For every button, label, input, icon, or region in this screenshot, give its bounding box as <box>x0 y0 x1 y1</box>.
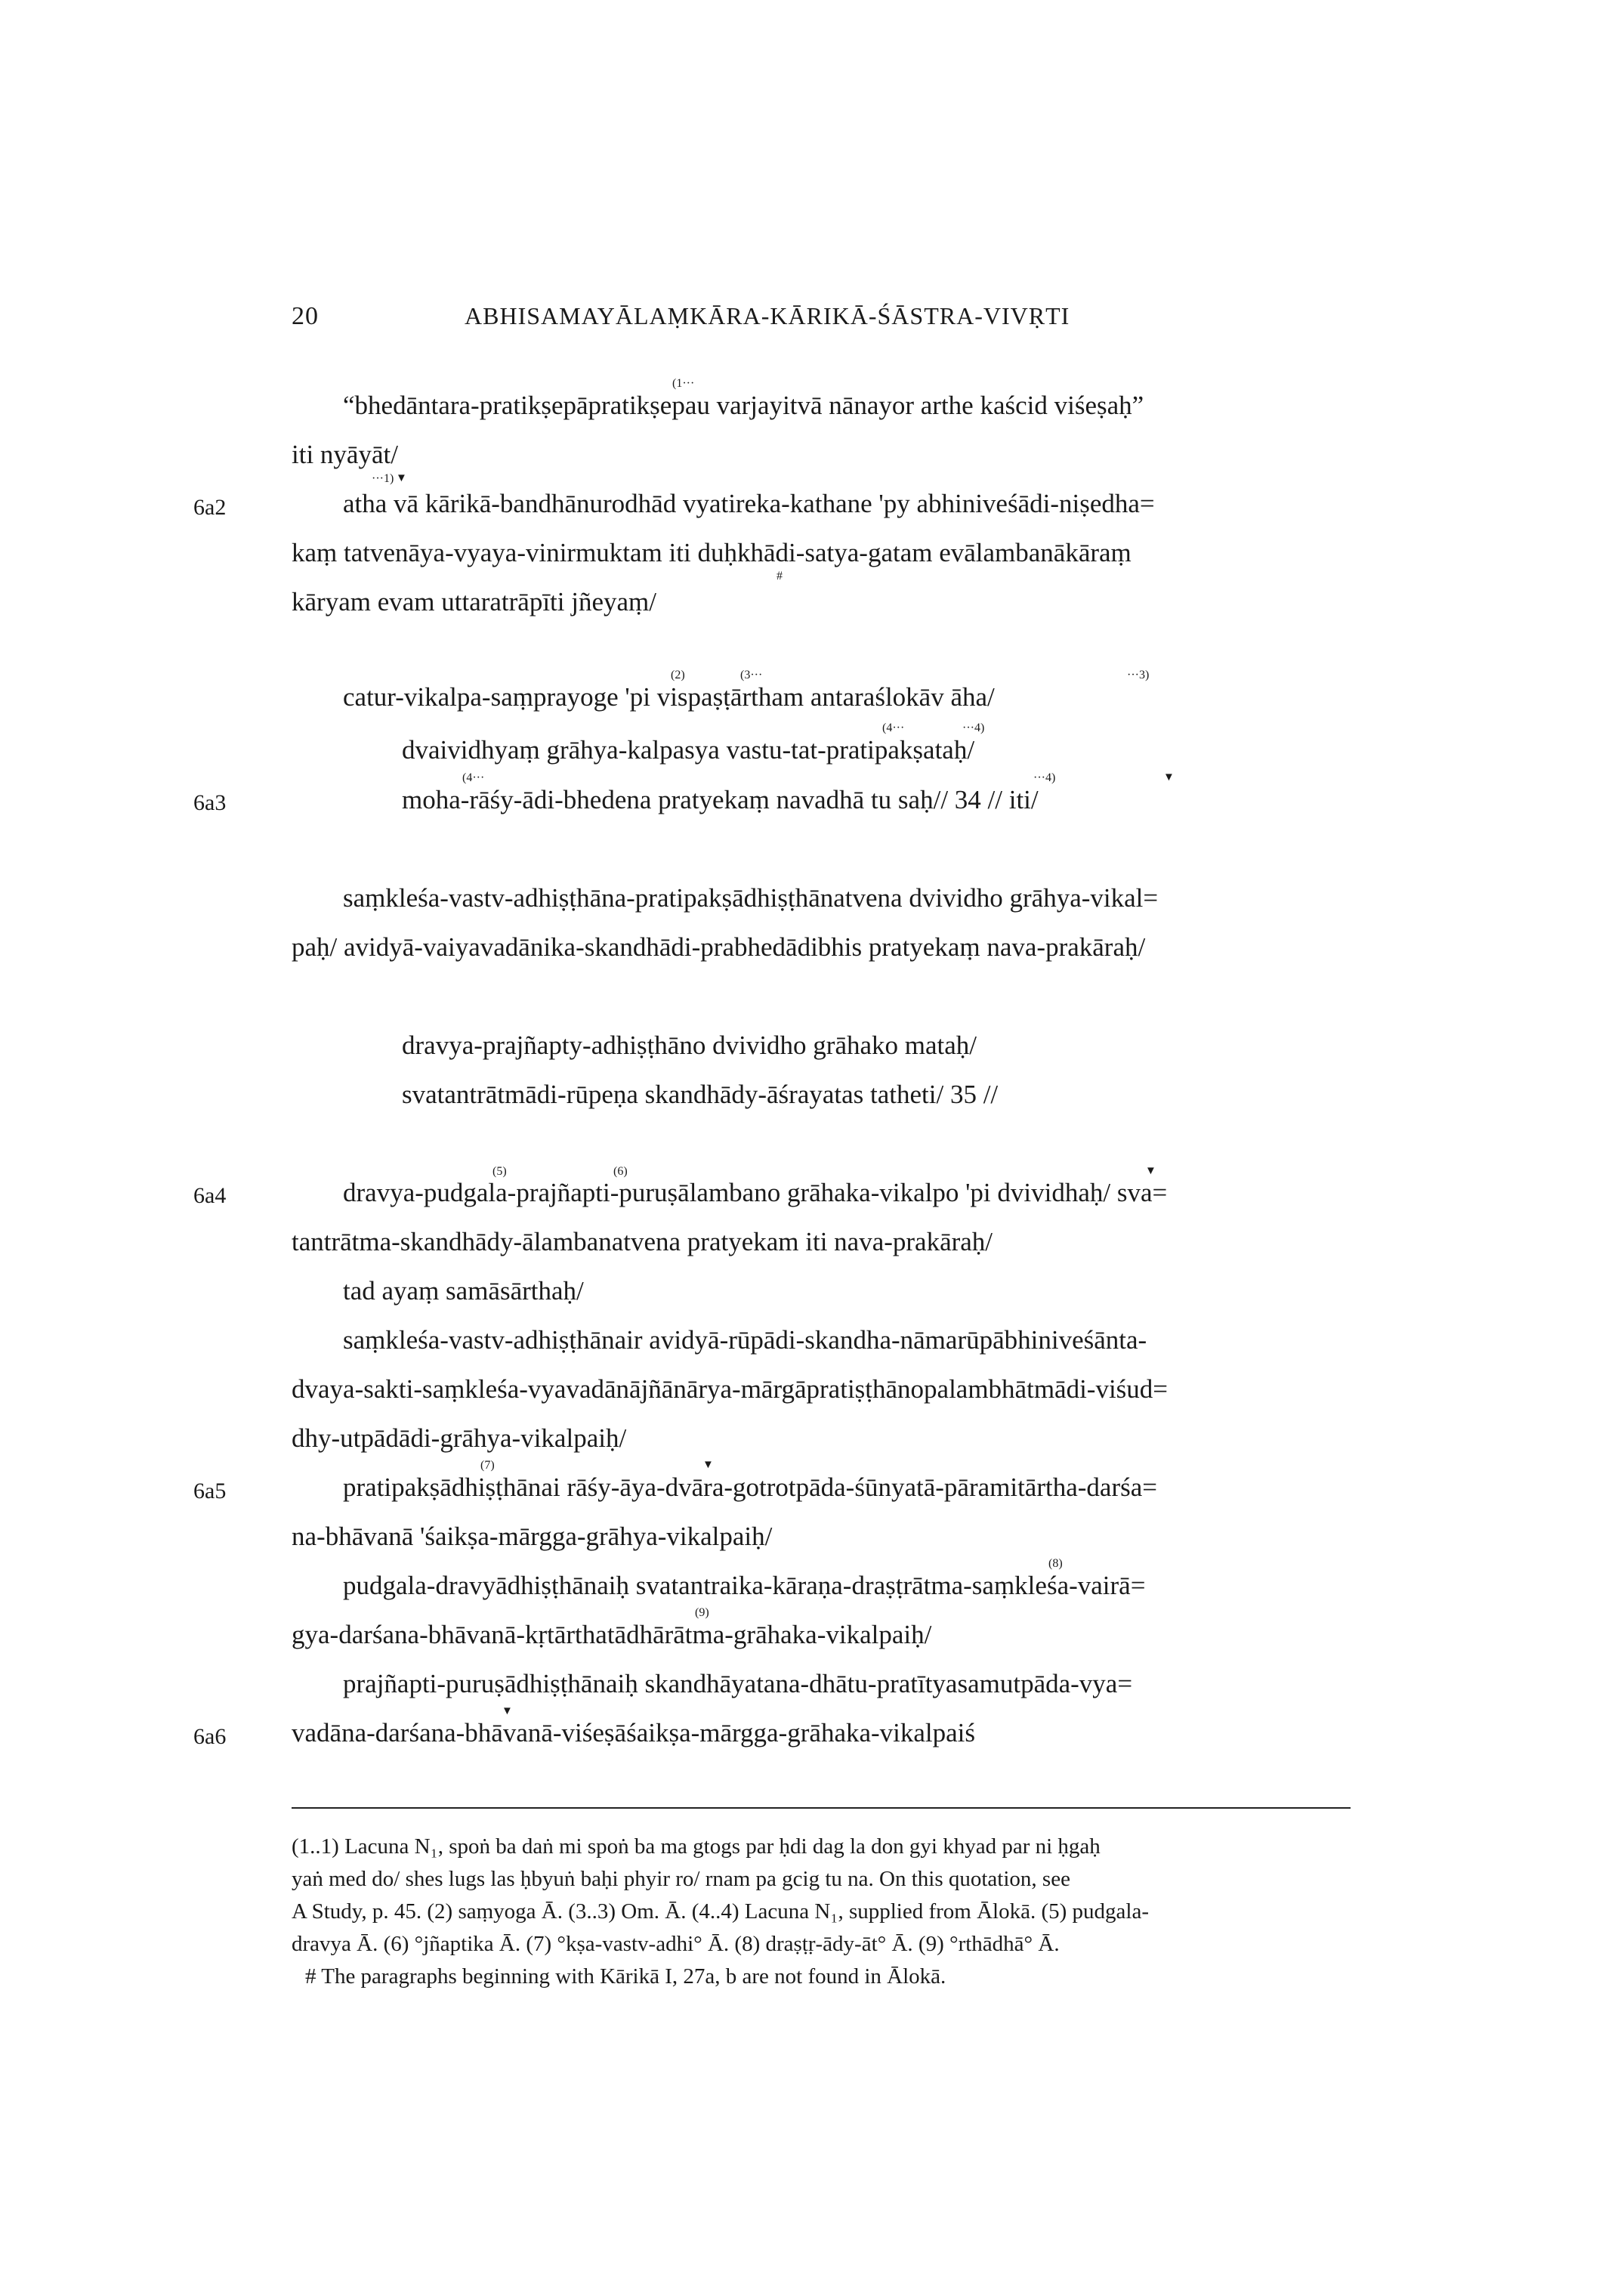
caesura-triangle-icon: ▼ <box>502 1705 513 1717</box>
footnote-line: dravya Ā. (6) °jñaptika Ā. (7) °kṣa-vastv-adhi° Ā. (8) draṣṭṛ-ādy-āt° Ā. (9) °rthādhā° Ā. <box>292 1932 1060 1956</box>
text-line: dvaya-sakti-saṃkleśa-vyavadānājñānārya-mārgāpratiṣṭhānopalambhātmādi-viśud= <box>292 1374 1169 1404</box>
text-line: catur-vikalpa-saṃprayoge 'pi vispaṣṭārtham antaraślokāv āha/ <box>343 682 995 712</box>
text-line: pratipakṣādhiṣṭhānai rāśy-āya-dvāra-gotrotpāda-śūnyatā-pāramitārtha-darśa= <box>343 1472 1157 1502</box>
text-line: na-bhāvanā 'śaikṣa-mārgga-grāhya-vikalpaiḥ/ <box>292 1522 773 1551</box>
text-line: saṃkleśa-vastv-adhiṣṭhānair avidyā-rūpādi-skandha-nāmarūpābhiniveśānta- <box>343 1325 1147 1355</box>
note-mark-2: (2) <box>671 669 685 681</box>
text-line: kaṃ tatvenāya-vyaya-vinirmuktam iti duḥkhādi-satya-gatam evālambanākāraṃ <box>292 538 1132 567</box>
margin-ref-6a2: 6a2 <box>193 495 227 520</box>
running-title: ABHISAMAYĀLAṂKĀRA-KĀRIKĀ-ŚĀSTRA-VIVṚTI <box>465 302 1070 329</box>
footnote-line: (1..1) Lacuna N₁, spoṅ ba daṅ mi spoṅ ba ma gtogs par ḥdi dag la don gyi khyad par ni ḥgaḥ <box>292 1834 1101 1859</box>
margin-ref-6a6: 6a6 <box>193 1724 227 1749</box>
text-line: tad ayaṃ samāsārthaḥ/ <box>343 1276 584 1306</box>
text-line: prajñapti-puruṣādhiṣṭhānaiḥ skandhāyatana-dhātu-pratītyasamutpāda-vya= <box>343 1669 1133 1698</box>
caesura-triangle-icon: ▼ <box>1145 1165 1156 1177</box>
margin-ref-6a5: 6a5 <box>193 1479 227 1503</box>
note-mark-6: (6) <box>613 1165 628 1178</box>
note-mark-9: (9) <box>695 1606 709 1619</box>
verse-line: dvaividhyaṃ grāhya-kalpasya vastu-tat-pratipakṣataḥ/ <box>402 735 975 765</box>
note-mark-4b-close: ···4) <box>1033 771 1056 784</box>
verse-line: moha-rāśy-ādi-bhedena pratyekaṃ navadhā tu saḥ// 34 // iti/ <box>402 785 1039 814</box>
note-mark-4b-open: (4··· <box>462 771 485 784</box>
verse-line: svatantrātmādi-rūpeṇa skandhādy-āśrayatas tatheti/ 35 // <box>402 1080 999 1109</box>
note-mark-3-close: ···3) <box>1127 669 1150 681</box>
text-line: dravya-pudgala-prajñapti-puruṣālambano grāhaka-vikalpo 'pi dvividhaḥ/ sva= <box>343 1178 1168 1207</box>
margin-ref-6a4: 6a4 <box>193 1183 227 1208</box>
note-mark-3-open: (3··· <box>740 669 763 681</box>
page-number: 20 <box>292 302 319 330</box>
text-line: dhy-utpādādi-grāhya-vikalpaiḥ/ <box>292 1423 627 1453</box>
caesura-triangle-icon: ▼ <box>702 1459 714 1471</box>
text-line: gya-darśana-bhāvanā-kṛtārthatādhārātma-grāhaka-vikalpaiḥ/ <box>292 1620 932 1649</box>
footnote-line: A Study, p. 45. (2) saṃyoga Ā. (3..3) Om. Ā. (4..4) Lacuna N₁, supplied from Ālokā. (5) pudgala- <box>292 1899 1149 1924</box>
text-line: iti nyāyāt/ <box>292 440 398 469</box>
text-line: pudgala-dravyādhiṣṭhānaiḥ svatantraika-kāraṇa-draṣṭrātma-saṃkleśa-vairā= <box>343 1571 1146 1600</box>
text-line: kāryam evam uttaratrāpīti jñeyaṃ/ <box>292 587 656 616</box>
footnote-line: # The paragraphs beginning with Kārikā I, 27a, b are not found in Ālokā. <box>305 1964 946 1989</box>
footnote-rule <box>292 1807 1351 1809</box>
footnote-line: yaṅ med do/ shes lugs las ḥbyuṅ baḥi phyir ro/ rnam pa gcig tu na. On this quotation, see <box>292 1867 1070 1891</box>
note-mark-7: (7) <box>480 1459 495 1472</box>
text-line: tantrātma-skandhādy-ālambanatvena pratyekam iti nava-prakāraḥ/ <box>292 1227 993 1256</box>
caesura-triangle-icon: ▼ <box>1163 771 1175 783</box>
text-line: “bhedāntara-pratikṣepāpratikṣepau varjayitvā nānayor arthe kaścid viśeṣaḥ” <box>343 391 1144 420</box>
note-mark-1-close: ···1) <box>372 472 394 485</box>
text-line: atha vā kārikā-bandhānurodhād vyatireka-kathane 'py abhiniveśādi-niṣedha= <box>343 489 1155 518</box>
margin-ref-6a3: 6a3 <box>193 790 227 815</box>
note-mark-8: (8) <box>1048 1557 1063 1570</box>
note-mark-hash: # <box>776 570 783 582</box>
text-line: paḥ/ avidyā-vaiyavadānika-skandhādi-prabhedādibhis pratyekaṃ nava-prakāraḥ/ <box>292 932 1146 962</box>
text-line: saṃkleśa-vastv-adhiṣṭhāna-pratipakṣādhiṣṭhānatvena dvividho grāhya-vikal= <box>343 883 1159 913</box>
note-mark-1-open: (1··· <box>672 377 695 390</box>
note-mark-4-close: ···4) <box>962 722 985 734</box>
caesura-triangle-icon: ▼ <box>396 472 407 484</box>
verse-line: dravya-prajñapty-adhiṣṭhāno dvividho grāhako mataḥ/ <box>402 1031 977 1060</box>
note-mark-5: (5) <box>492 1165 507 1178</box>
note-mark-4-open: (4··· <box>882 722 905 734</box>
text-line: vadāna-darśana-bhāvanā-viśeṣāśaikṣa-mārgga-grāhaka-vikalpaiś <box>292 1718 976 1747</box>
